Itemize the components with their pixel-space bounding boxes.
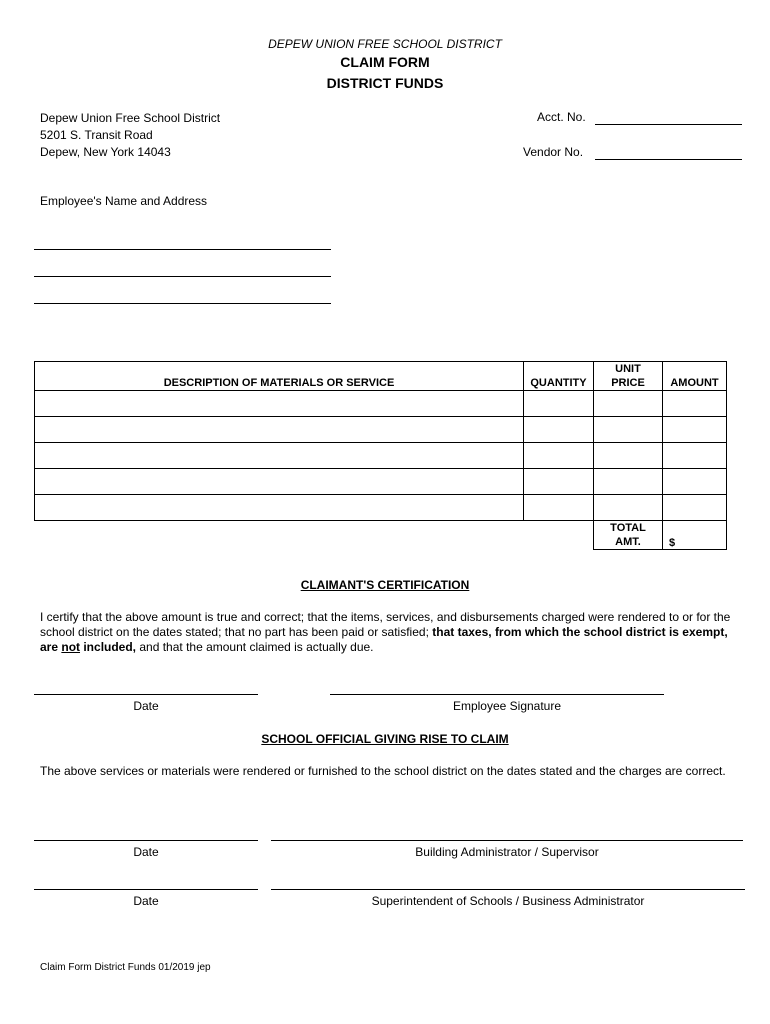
total-spacer — [35, 521, 524, 550]
table-row — [35, 391, 727, 417]
form-subtitle: DISTRICT FUNDS — [326, 75, 444, 91]
form-title: CLAIM FORM — [340, 54, 430, 70]
official-text: The above services or materials were rendered or furnished to the school district on the dates stated and the charges are correct. — [40, 764, 726, 778]
superintendent-label: Superintendent of Schools / Business Administrator — [371, 894, 645, 908]
description-cell[interactable] — [35, 417, 524, 443]
unit-header: UNIT — [615, 363, 641, 375]
claimant-date-label: Date — [133, 699, 159, 713]
employee-line-2[interactable] — [34, 276, 331, 277]
amount-cell[interactable] — [663, 495, 727, 521]
acct-no-label: Acct. No. — [537, 110, 586, 124]
employee-line-3[interactable] — [34, 303, 331, 304]
table-row — [35, 443, 727, 469]
quantity-cell[interactable] — [524, 391, 594, 417]
table-row — [35, 495, 727, 521]
unit-price-cell[interactable] — [594, 391, 663, 417]
unit-price-cell[interactable] — [594, 469, 663, 495]
total-spacer — [524, 521, 594, 550]
address-line-2: 5201 S. Transit Road — [40, 128, 153, 142]
employee-name-address-label: Employee's Name and Address — [40, 194, 208, 208]
quantity-cell[interactable] — [524, 495, 594, 521]
address-line-1: Depew Union Free School District — [40, 111, 221, 125]
certification-heading: CLAIMANT'S CERTIFICATION — [300, 578, 470, 592]
claimant-date-line[interactable] — [34, 694, 258, 695]
description-cell[interactable] — [35, 495, 524, 521]
vendor-no-label: Vendor No. — [523, 145, 584, 159]
amount-cell[interactable] — [663, 417, 727, 443]
amount-cell[interactable] — [663, 443, 727, 469]
amount-cell[interactable] — [663, 391, 727, 417]
amount-cell[interactable] — [663, 469, 727, 495]
total-currency: $ — [669, 537, 676, 549]
certification-text — [40, 610, 740, 655]
official-date-line-2[interactable] — [34, 889, 258, 890]
amount-header: AMOUNT — [663, 362, 727, 391]
official-date-label-1: Date — [133, 845, 159, 859]
building-admin-signature-line[interactable] — [271, 840, 743, 841]
superintendent-signature-line[interactable] — [271, 889, 745, 890]
employee-line-1[interactable] — [34, 249, 331, 250]
unit-price-cell[interactable] — [594, 495, 663, 521]
employee-signature-label: Employee Signature — [452, 699, 562, 713]
amt-label: AMT. — [615, 536, 641, 548]
district-name: DEPEW UNION FREE SCHOOL DISTRICT — [268, 37, 502, 51]
unit-price-cell[interactable] — [594, 417, 663, 443]
description-cell[interactable] — [35, 469, 524, 495]
unit-price-cell[interactable] — [594, 443, 663, 469]
certification-not: not — [61, 640, 81, 654]
address-line-3: Depew, New York 14043 — [40, 145, 171, 159]
description-header: DESCRIPTION OF MATERIALS OR SERVICE — [35, 362, 524, 391]
district-address — [40, 110, 220, 161]
official-date-line-1[interactable] — [34, 840, 258, 841]
certification-bold-1: that taxes, from which the school district is exempt, are — [40, 625, 728, 654]
certification-bold-2: included, — [80, 640, 137, 654]
unit-price-header — [594, 362, 663, 391]
quantity-header: QUANTITY — [524, 362, 594, 391]
items-table — [34, 361, 727, 550]
acct-no-field[interactable] — [595, 110, 742, 125]
total-label-cell — [594, 521, 663, 550]
description-cell[interactable] — [35, 391, 524, 417]
building-admin-label: Building Administrator / Supervisor — [415, 845, 599, 859]
footer-text: Claim Form District Funds 01/2019 jep — [40, 962, 211, 973]
description-cell[interactable] — [35, 443, 524, 469]
total-label: TOTAL — [610, 522, 646, 534]
certification-text-2: and that the amount claimed is actually due. — [136, 640, 374, 654]
table-header-row — [35, 362, 727, 391]
employee-signature-line[interactable] — [330, 694, 664, 695]
quantity-cell[interactable] — [524, 443, 594, 469]
table-row — [35, 469, 727, 495]
official-date-label-2: Date — [133, 894, 159, 908]
quantity-cell[interactable] — [524, 417, 594, 443]
vendor-no-field[interactable] — [595, 145, 742, 160]
official-heading: SCHOOL OFFICIAL GIVING RISE TO CLAIM — [261, 732, 509, 746]
table-row — [35, 417, 727, 443]
certification-text-1: I certify that the above amount is true and correct; that the items, services, and disbursements charged were rendered to or for the school district on the dates stated; that no part has been paid or satisfied; — [40, 610, 731, 639]
total-amount-cell[interactable] — [663, 521, 727, 550]
price-header: PRICE — [611, 377, 645, 389]
total-row — [35, 521, 727, 550]
quantity-cell[interactable] — [524, 469, 594, 495]
